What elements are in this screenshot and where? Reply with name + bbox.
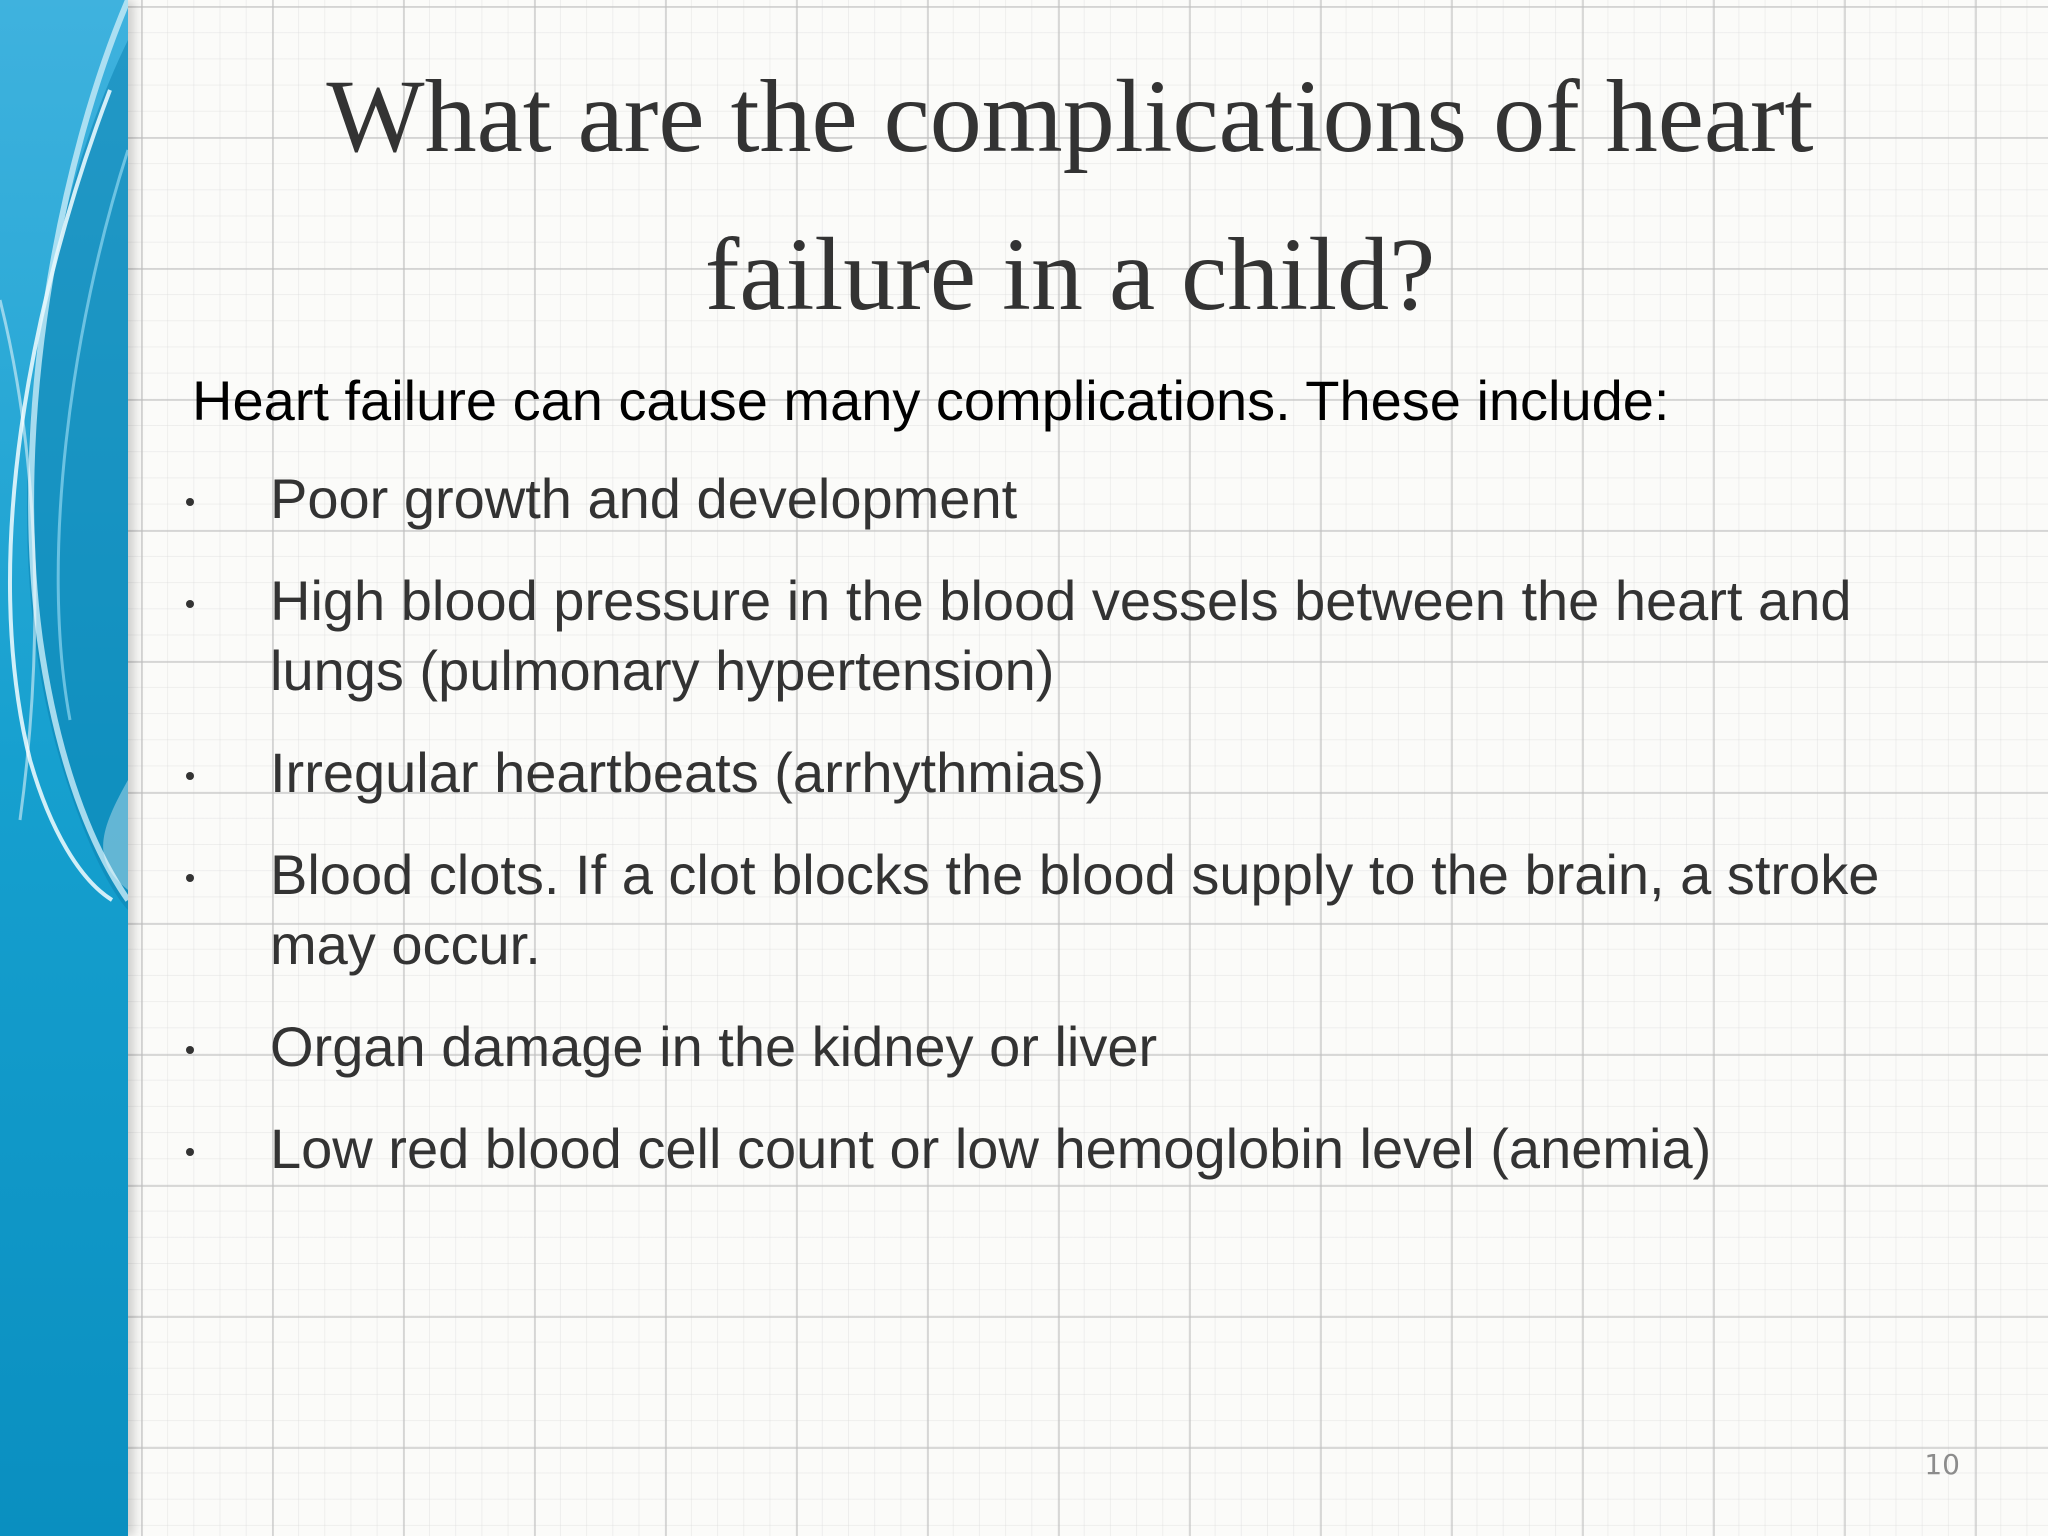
list-item [186, 738, 1946, 808]
bullet-dot-icon [186, 1046, 194, 1054]
bullet-dot-icon [186, 600, 194, 608]
list-item [186, 566, 1946, 706]
bullet-dot-icon [186, 498, 194, 506]
list-item-text: High blood pressure in the blood vessels between the heart and lungs (pulmonary hypertension) [270, 569, 1852, 702]
list-item-text: Low red blood cell count or low hemoglobin level (anemia) [270, 1117, 1712, 1180]
decorative-side-band [0, 0, 128, 1536]
bullet-dot-icon [186, 1148, 194, 1156]
complications-list [186, 464, 1946, 1216]
bullet-dot-icon [186, 772, 194, 780]
page-number: 10 [1924, 1448, 1960, 1481]
list-item [186, 1012, 1946, 1082]
list-item-text: Blood clots. If a clot blocks the blood supply to the brain, a stroke may occur. [270, 843, 1880, 976]
swoosh-graphic [0, 0, 128, 1536]
list-item-text: Poor growth and development [270, 467, 1018, 530]
bullet-dot-icon [186, 874, 194, 882]
list-item [186, 464, 1946, 534]
intro-text: Heart failure can cause many complications. These include: [192, 369, 1670, 432]
list-item [186, 840, 1946, 980]
list-item [186, 1114, 1946, 1184]
list-item-text: Organ damage in the kidney or liver [270, 1015, 1158, 1078]
slide-title: What are the complications of heart failure in a child? [326, 59, 1814, 332]
list-item-text: Irregular heartbeats (arrhythmias) [270, 741, 1105, 804]
